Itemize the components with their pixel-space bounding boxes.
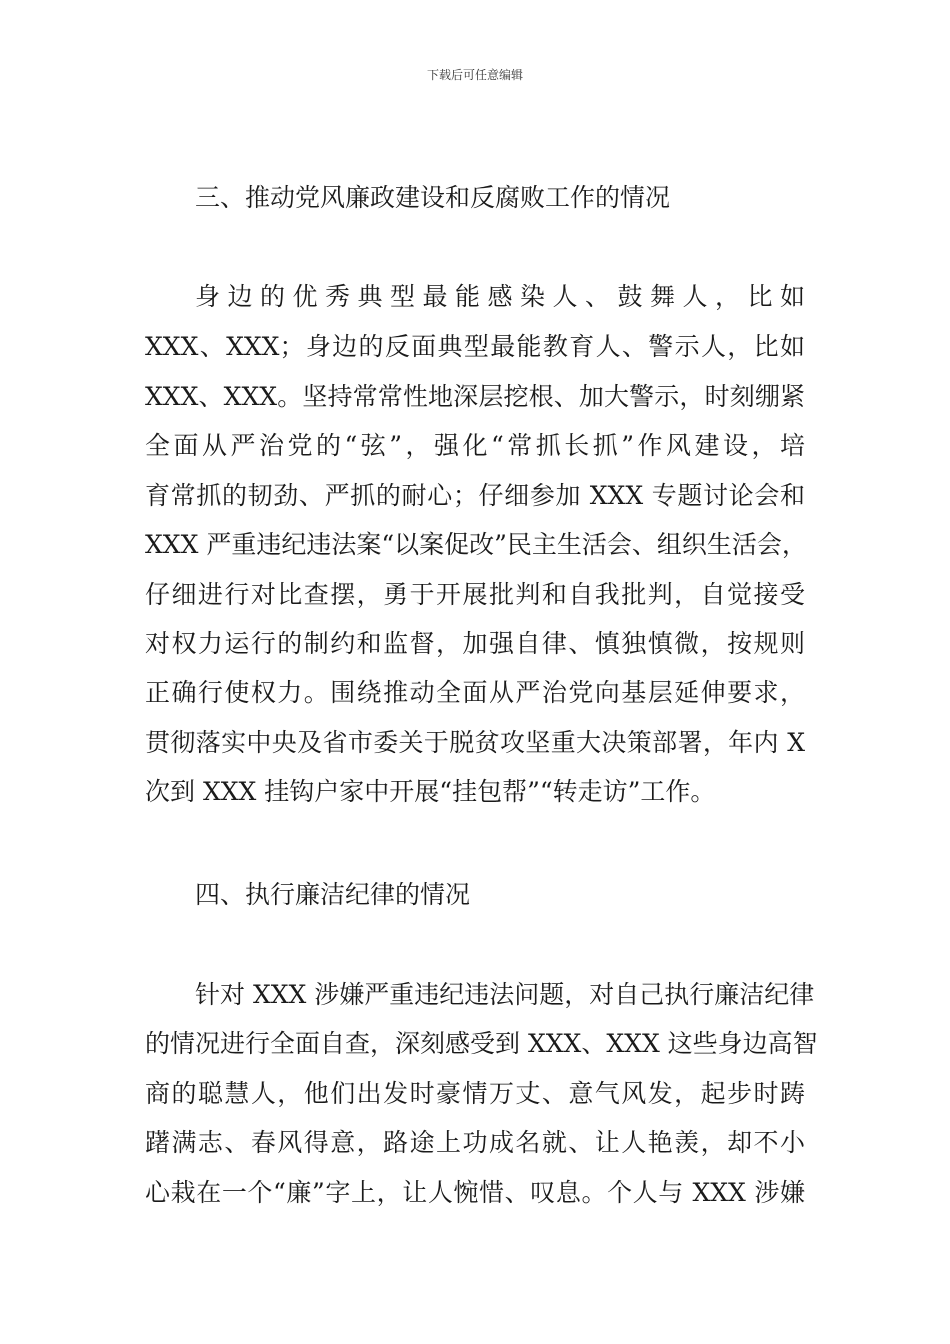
section-heading-4: 四、执行廉洁纪律的情况 xyxy=(195,880,471,909)
paragraph-line: 的情况进行全面自查，深刻感受到 XXX、XXX 这些身边高智 xyxy=(145,1029,818,1058)
paragraph-line: 仔细进行对比查摆，勇于开展批判和自我批判，自觉接受 xyxy=(145,580,805,609)
paragraph-line: 针对 XXX 涉嫌严重违纪违法问题，对自己执行廉洁纪律 xyxy=(195,980,815,1009)
paragraph-line: 全面从严治党的“弦”，强化“常抓长抓”作风建设，培 xyxy=(145,431,805,460)
paragraph-line: XXX、XXX。坚持常常性地深层挖根、加大警示，时刻绷紧 xyxy=(145,382,805,411)
section-heading-3: 三、推动党风廉政建设和反腐败工作的情况 xyxy=(195,183,671,212)
paragraph-line: 身边的优秀典型最能感染人、鼓舞人，比如 xyxy=(195,282,805,311)
paragraph-line: 育常抓的韧劲、严抓的耐心；仔细参加 XXX 专题讨论会和 xyxy=(145,481,805,510)
paragraph-line: 对权力运行的制约和监督，加强自律、慎独慎微，按规则 xyxy=(145,629,805,658)
paragraph-line: XXX、XXX；身边的反面典型最能教育人、警示人，比如 xyxy=(145,332,805,361)
page-header: 下载后可任意编辑 xyxy=(426,68,523,82)
paragraph-line: 商的聪慧人，他们出发时豪情万丈、意气风发，起步时踌 xyxy=(145,1079,805,1108)
paragraph-line: XXX 严重违纪违法案“以案促改”民主生活会、组织生活会， xyxy=(145,530,807,559)
paragraph-line: 躇满志、春风得意，路途上功成名就、让人艳羡，却不小 xyxy=(145,1128,805,1157)
paragraph-line: 次到 XXX 挂钩户家中开展“挂包帮”“转走访”工作。 xyxy=(145,777,716,806)
paragraph-line: 心栽在一个“廉”字上，让人惋惜、叹息。个人与 XXX 涉嫌 xyxy=(145,1178,805,1207)
paragraph-line: 贯彻落实中央及省市委关于脱贫攻坚重大决策部署，年内 X xyxy=(145,728,805,757)
paragraph-line: 正确行使权力。围绕推动全面从严治党向基层延伸要求， xyxy=(145,678,805,707)
